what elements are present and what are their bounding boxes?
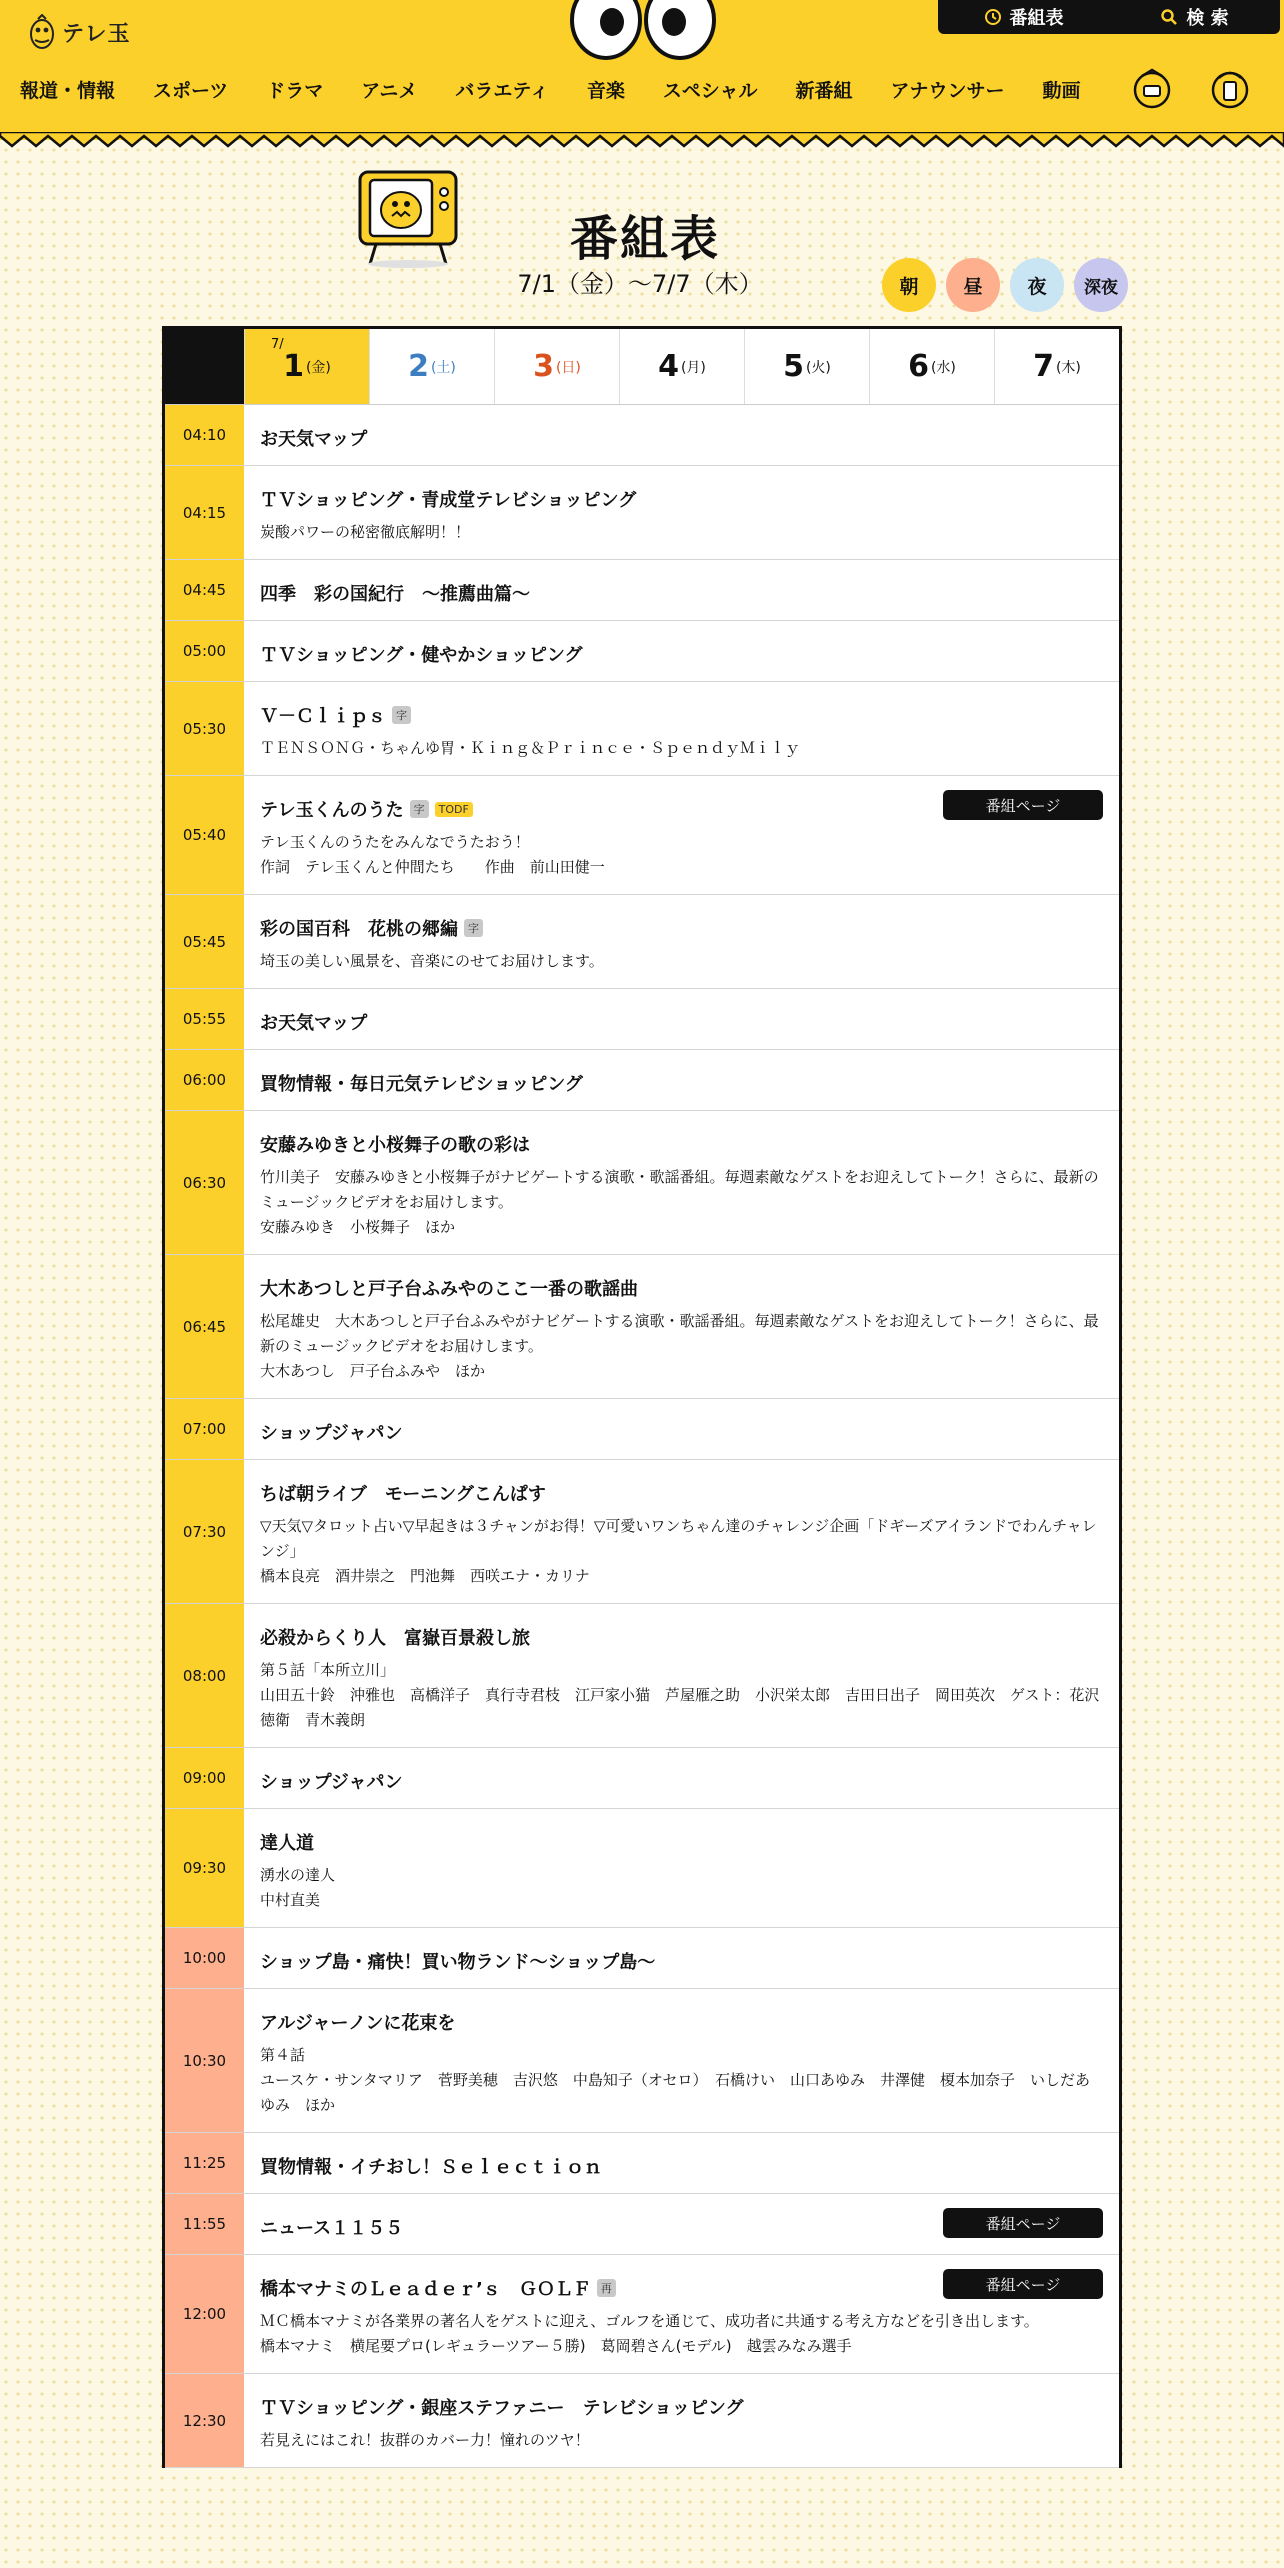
- search-link[interactable]: [1109, 4, 1280, 30]
- tv-mascot-illustration: [354, 166, 462, 270]
- day-tab-1[interactable]: [244, 329, 369, 404]
- nav-news[interactable]: 報道・情報: [20, 80, 116, 102]
- program-title[interactable]: [260, 2009, 1103, 2035]
- day-tab-6[interactable]: [869, 329, 994, 404]
- day-tab-4[interactable]: [619, 329, 744, 404]
- site-logo[interactable]: [28, 14, 131, 50]
- program-time: 04:15: [165, 466, 244, 559]
- program-title[interactable]: [260, 1948, 1103, 1974]
- program-row: [165, 1809, 1119, 1928]
- program-row: [165, 2374, 1119, 2468]
- program-description: 若見えにはこれ！抜群のカバー力！憧れのツヤ！: [260, 2431, 590, 2449]
- search-icon: [1160, 8, 1178, 26]
- day-tabs-corner: [165, 329, 244, 404]
- program-title[interactable]: [260, 1419, 1103, 1445]
- program-page-button[interactable]: 番組ページ: [943, 2269, 1103, 2299]
- day-tab-number: 5: [783, 349, 804, 384]
- nav-video[interactable]: 動画: [1042, 80, 1081, 102]
- program-page-button[interactable]: 番組ページ: [943, 2208, 1103, 2238]
- program-row: [165, 776, 1119, 895]
- clock-icon: [984, 8, 1002, 26]
- program-row: [165, 560, 1119, 621]
- program-title[interactable]: [260, 641, 1103, 667]
- day-tab-number: 4: [658, 349, 679, 384]
- program-title[interactable]: [260, 1480, 1103, 1506]
- program-title[interactable]: [260, 1275, 1103, 1301]
- program-description: 第５話「本所立川」 山田五十鈴 沖雅也 高橋洋子 真行寺君枝 江戸家小猫 芦屋雁之助 小沢栄太郎 吉田日出子 岡田英次 ゲスト：花沢徳衛 青木義朗: [260, 1661, 1100, 1729]
- caption-badge: 字: [392, 706, 411, 724]
- day-tab-2[interactable]: [369, 329, 494, 404]
- program-body: [244, 1050, 1119, 1110]
- program-title[interactable]: [260, 1009, 1103, 1035]
- program-time: 12:30: [165, 2374, 244, 2467]
- program-row: [165, 1989, 1119, 2133]
- program-body: [244, 466, 1119, 559]
- program-body: [244, 2255, 1119, 2373]
- program-time: 07:00: [165, 1399, 244, 1459]
- program-description: ＭＣ橋本マナミが各業界の著名人をゲストに迎え、ゴルフを通じて、成功者に共通する考え方などを引き出します。 橋本マナミ 横尾要プロ(レギュラーツアー５勝) 葛岡碧さん(モデル) 越雲みなみ選手: [260, 2312, 1039, 2355]
- program-row: [165, 1050, 1119, 1111]
- program-title[interactable]: [260, 2153, 1103, 2179]
- program-title-text: 必殺からくり人 富嶽百景殺し旅: [260, 1628, 530, 1649]
- program-body: [244, 682, 1119, 775]
- program-time: 11:55: [165, 2194, 244, 2254]
- program-description: 竹川美子 安藤みゆきと小桜舞子がナビゲートする演歌・歌謡番組。毎週素敵なゲストをお迎えしてトーク！さらに、最新のミュージックビデオをお届けします。 安藤みゆき 小桜舞子 ほか: [260, 1168, 1099, 1236]
- program-title[interactable]: [260, 1829, 1103, 1855]
- program-row: [165, 621, 1119, 682]
- program-body: [244, 1989, 1119, 2132]
- program-title[interactable]: [260, 2394, 1103, 2420]
- program-description: 松尾雄史 大木あつしと戸子台ふみやがナビゲートする演歌・歌謡番組。毎週素敵なゲストをお迎えしてトーク！さらに、最新のミュージックビデオをお届けします。 大木あつし 戸子台ふみや ほか: [260, 1312, 1099, 1380]
- program-body: [244, 989, 1119, 1049]
- program-time: 09:30: [165, 1809, 244, 1927]
- program-body: [244, 1255, 1119, 1398]
- program-row: [165, 1255, 1119, 1399]
- program-title-text: ショップ島・痛快！買い物ランド～ショップ島～: [260, 1952, 656, 1973]
- program-title[interactable]: [260, 1131, 1103, 1157]
- header-zigzag-edge: [0, 132, 1284, 150]
- program-time: 06:45: [165, 1255, 244, 1398]
- top-utility-bar: [938, 0, 1280, 34]
- program-title-text: お天気マップ: [260, 429, 368, 450]
- day-tab-weekday: (日): [555, 359, 581, 376]
- program-time: 04:45: [165, 560, 244, 620]
- program-body: [244, 621, 1119, 681]
- program-description: ▽天気▽タロット占い▽早起きは３チャンがお得！▽可愛いワンちゃん達のチャレンジ企画「ドギーズアイランドでわんチャレンジ」 橋本良亮 酒井崇之 門池舞 西咲エナ・カリナ: [260, 1517, 1097, 1585]
- program-title-text: テレ玉くんのうた: [260, 800, 404, 821]
- program-time: 09:00: [165, 1748, 244, 1808]
- day-tab-weekday: (月): [680, 359, 706, 376]
- tod-latenight-button[interactable]: 深夜: [1074, 258, 1128, 312]
- program-title-text: 大木あつしと戸子台ふみやのここ一番の歌謡曲: [260, 1279, 638, 1300]
- program-body: [244, 895, 1119, 988]
- tod-night-button[interactable]: 夜: [1010, 258, 1064, 312]
- nav-announcer[interactable]: アナウンサー: [890, 80, 1005, 102]
- program-list: [165, 405, 1119, 2468]
- caption-badge: 字: [410, 800, 429, 818]
- nav-music[interactable]: 音楽: [586, 80, 625, 102]
- nav-new-programs[interactable]: 新番組: [795, 80, 853, 102]
- program-description: 湧水の達人 中村直美: [260, 1866, 336, 1909]
- program-title-text: ちば朝ライブ モーニングこんぱす: [260, 1484, 546, 1505]
- nav-sports[interactable]: スポーツ: [153, 80, 229, 102]
- program-title-text: ＴＶショッピング・健やかショッピング: [260, 645, 583, 666]
- program-time: 10:00: [165, 1928, 244, 1988]
- day-tab-weekday: (土): [430, 359, 456, 376]
- program-time: 05:55: [165, 989, 244, 1049]
- program-row: [165, 1111, 1119, 1255]
- site-header: [0, 0, 1284, 140]
- day-tab-month: 7/: [271, 337, 284, 352]
- caption-badge: 再: [597, 2279, 616, 2297]
- program-title[interactable]: [260, 702, 1103, 728]
- nav-variety[interactable]: バラエティ: [455, 80, 549, 102]
- program-time: 06:30: [165, 1111, 244, 1254]
- day-tabs: [165, 329, 1119, 405]
- program-title-text: ＴＶショッピング・銀座ステファニー テレビショッピング: [260, 2398, 744, 2419]
- program-title[interactable]: [260, 1624, 1103, 1650]
- program-body: [244, 1748, 1119, 1808]
- program-row: [165, 466, 1119, 560]
- program-row: [165, 1604, 1119, 1748]
- program-body: [244, 1928, 1119, 1988]
- program-description: 炭酸パワーの秘密徹底解明！！: [260, 523, 471, 541]
- schedule-table: [162, 326, 1122, 2468]
- program-body: [244, 1111, 1119, 1254]
- day-tab-number: 6: [908, 349, 929, 384]
- program-title[interactable]: [260, 425, 1103, 451]
- program-title-text: Ｖ－Ｃｌｉｐｓ: [260, 706, 386, 727]
- mascot-eyes-icon: [568, 0, 718, 62]
- program-row: [165, 2133, 1119, 2194]
- program-title[interactable]: [260, 1070, 1103, 1096]
- program-body: [244, 2194, 1119, 2254]
- program-body: [244, 2374, 1119, 2467]
- program-time: 05:30: [165, 682, 244, 775]
- todf-badge: TODF: [435, 802, 473, 817]
- caption-badge: 字: [464, 919, 483, 937]
- program-time: 05:45: [165, 895, 244, 988]
- program-body: [244, 405, 1119, 465]
- day-tab-weekday: (金): [305, 359, 331, 376]
- program-description: テレ玉くんのうたをみんなでうたおう！ 作詞 テレ玉くんと仲間たち 作曲 前山田健一: [260, 833, 605, 876]
- program-title-text: 安藤みゆきと小桜舞子の歌の彩は: [260, 1135, 530, 1156]
- program-title-text: ＴＶショッピング・青成堂テレビショッピング: [260, 490, 637, 511]
- program-title[interactable]: [260, 486, 1103, 512]
- program-time: 08:00: [165, 1604, 244, 1747]
- schedule-link-label: 番組表: [1009, 8, 1064, 29]
- schedule-link[interactable]: [938, 4, 1109, 30]
- day-tab-number: 3: [533, 349, 554, 384]
- day-tab-number: 2: [408, 349, 429, 384]
- nav-anime[interactable]: アニメ: [361, 80, 418, 102]
- program-title[interactable]: [260, 915, 1103, 941]
- page-title: 番組表: [569, 211, 720, 267]
- program-time: 10:30: [165, 1989, 244, 2132]
- program-title-text: 橋本マナミのＬｅａｄｅｒ’ｓ ＧＯＬＦ: [260, 2279, 591, 2300]
- day-tab-7[interactable]: [994, 329, 1119, 404]
- day-tab-5[interactable]: [744, 329, 869, 404]
- time-of-day-selector: [882, 258, 1128, 312]
- program-title-text: ニュース１１５５: [260, 2218, 404, 2239]
- tetama-mascot-icon: [28, 14, 56, 50]
- program-body: [244, 1460, 1119, 1603]
- day-tab-weekday: (水): [930, 359, 956, 376]
- program-title-text: 彩の国百科 花桃の郷編: [260, 919, 458, 940]
- program-description: 第４話 ユースケ・サンタマリア 菅野美穂 吉沢悠 中島知子（オセロ） 石橋けい 山口あゆみ 井澤健 榎本加奈子 いしだあゆみ ほか: [260, 2046, 1090, 2114]
- program-row: [165, 405, 1119, 466]
- program-description: 埼玉の美しい風景を、音楽にのせてお届けします。: [260, 952, 604, 970]
- program-time: 05:00: [165, 621, 244, 681]
- program-title[interactable]: [260, 1768, 1103, 1794]
- program-title-text: お天気マップ: [260, 1013, 368, 1034]
- program-title-text: 四季 彩の国紀行 ～推薦曲篇～: [260, 584, 530, 605]
- program-body: [244, 1604, 1119, 1747]
- program-page-button[interactable]: 番組ページ: [943, 790, 1103, 820]
- day-tab-number: 1: [283, 349, 304, 384]
- program-title-text: アルジャーノンに花束を: [260, 2013, 456, 2034]
- search-link-label: 検 索: [1186, 8, 1229, 29]
- program-body: [244, 776, 1119, 894]
- program-time: 04:10: [165, 405, 244, 465]
- program-row: [165, 1928, 1119, 1989]
- program-time: 11:25: [165, 2133, 244, 2193]
- day-tab-number: 7: [1033, 349, 1054, 384]
- logo-text: テレ玉: [62, 21, 131, 47]
- program-time: 07:30: [165, 1460, 244, 1603]
- program-body: [244, 1809, 1119, 1927]
- nav-special[interactable]: スペシャル: [662, 80, 758, 102]
- program-time: 06:00: [165, 1050, 244, 1110]
- program-body: [244, 560, 1119, 620]
- program-time: 05:40: [165, 776, 244, 894]
- program-row: [165, 682, 1119, 776]
- tetama-shop-icon[interactable]: [1132, 66, 1172, 110]
- tod-noon-button[interactable]: 昼: [946, 258, 1000, 312]
- tod-morning-button[interactable]: 朝: [882, 258, 936, 312]
- program-body: [244, 2133, 1119, 2193]
- program-row: [165, 895, 1119, 989]
- program-row: [165, 1460, 1119, 1604]
- program-row: [165, 2194, 1119, 2255]
- program-description: ＴＥＮＳＯＮＧ・ちゃんゆ胃・Ｋｉｎｇ＆Ｐｒｉｎｃｅ・ＳｐｅｎｄｙＭｉｌｙ: [260, 739, 801, 757]
- program-title-text: 買物情報・イチおし！Ｓｅｌｅｃｔｉｏｎ: [260, 2157, 602, 2178]
- program-title-text: 達人道: [260, 1833, 314, 1854]
- day-tab-3[interactable]: [494, 329, 619, 404]
- program-title-text: ショップジャパン: [260, 1423, 403, 1444]
- program-title-text: 買物情報・毎日元気テレビショッピング: [260, 1074, 583, 1095]
- program-row: [165, 1748, 1119, 1809]
- nav-drama[interactable]: ドラマ: [266, 80, 324, 102]
- main-nav: [20, 76, 1119, 103]
- program-time: 12:00: [165, 2255, 244, 2373]
- day-tab-weekday: (火): [805, 359, 831, 376]
- day-tab-weekday: (木): [1055, 359, 1081, 376]
- program-row: [165, 1399, 1119, 1460]
- program-body: [244, 1399, 1119, 1459]
- tetama-app-icon[interactable]: [1210, 66, 1250, 110]
- program-row: [165, 2255, 1119, 2374]
- program-title[interactable]: [260, 580, 1103, 606]
- date-range: 7/1（金）〜7/7（木）: [517, 270, 763, 298]
- program-title-text: ショップジャパン: [260, 1772, 403, 1793]
- program-row: [165, 989, 1119, 1050]
